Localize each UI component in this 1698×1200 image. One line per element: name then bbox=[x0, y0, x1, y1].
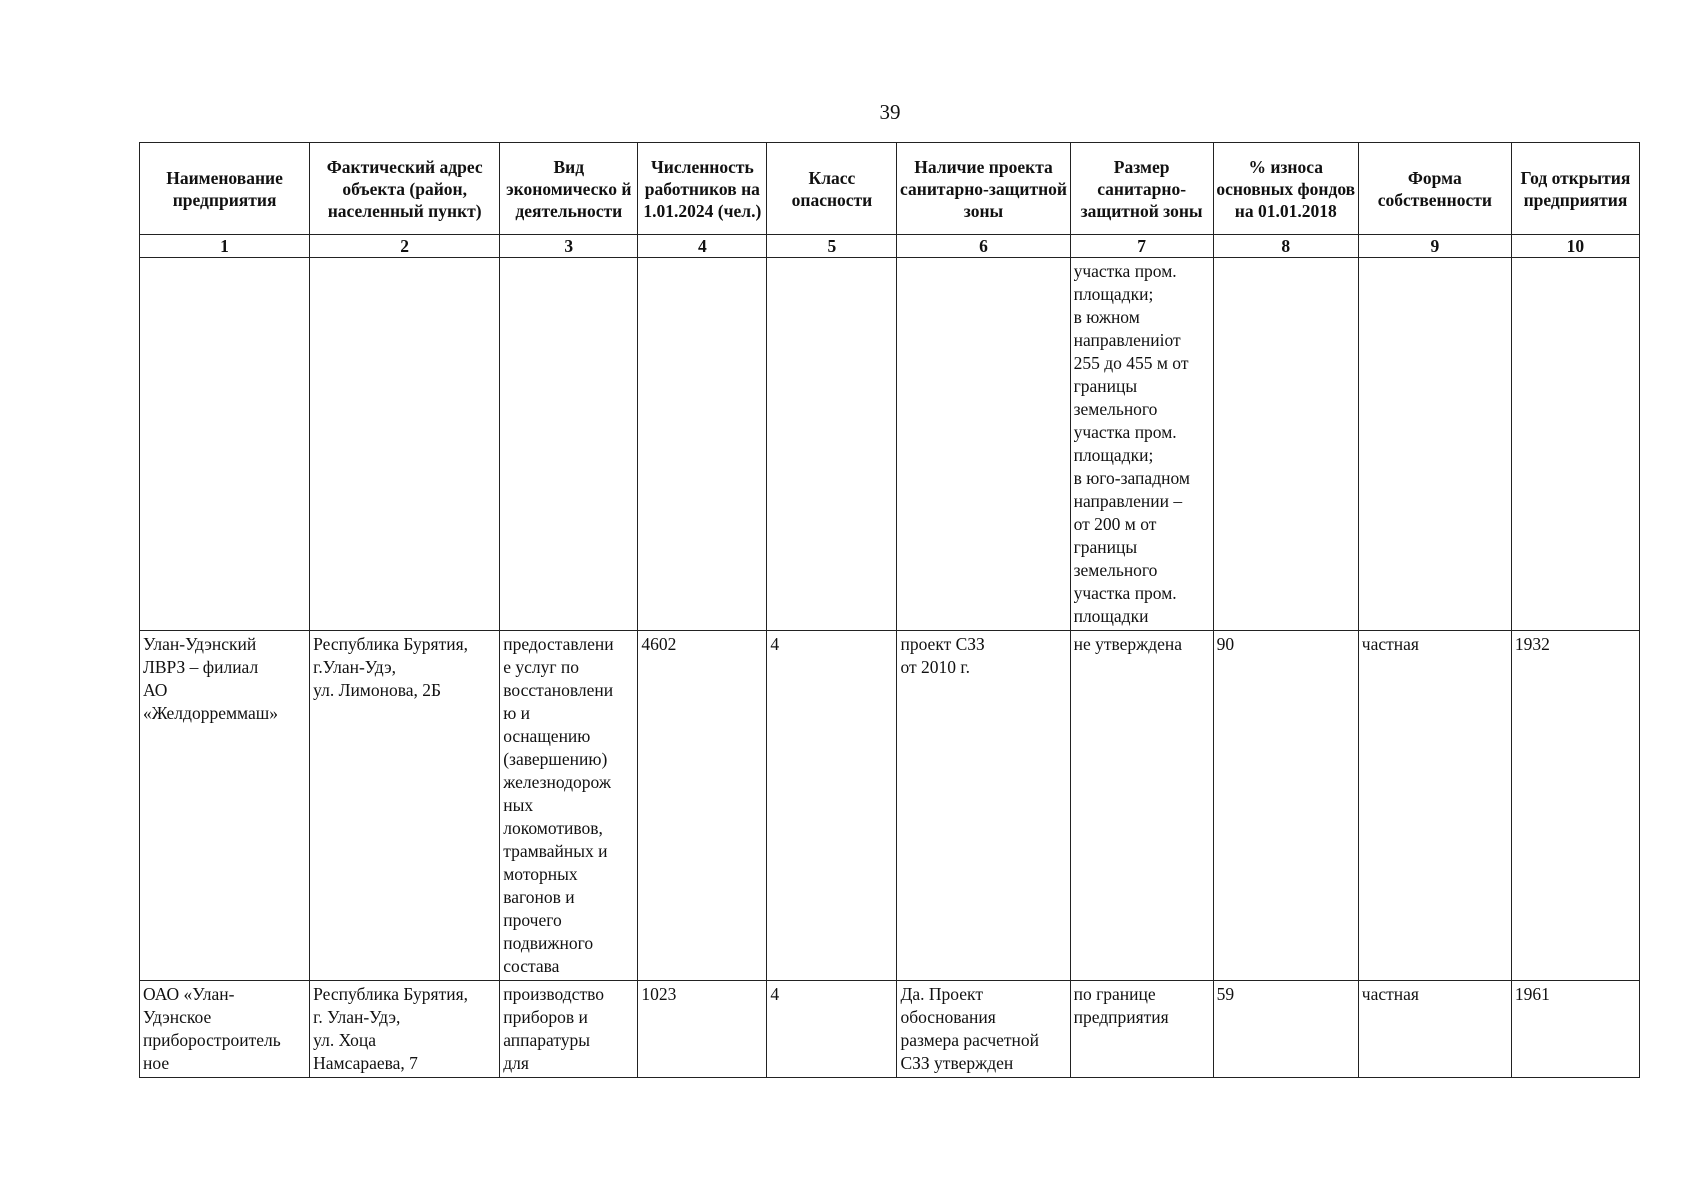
table-cell: не утверждена bbox=[1070, 631, 1213, 981]
table-cell bbox=[1213, 258, 1358, 631]
table-cell: 90 bbox=[1213, 631, 1358, 981]
column-number: 3 bbox=[500, 235, 638, 258]
table-cell bbox=[767, 258, 897, 631]
column-number: 7 bbox=[1070, 235, 1213, 258]
table-cell bbox=[897, 258, 1070, 631]
header-row bbox=[140, 143, 1640, 235]
table-cell: частная bbox=[1358, 981, 1511, 1078]
table-cell bbox=[1511, 258, 1639, 631]
table-cell bbox=[1358, 258, 1511, 631]
table-cell: 4602 bbox=[638, 631, 767, 981]
table-cell bbox=[638, 258, 767, 631]
column-number: 9 bbox=[1358, 235, 1511, 258]
column-number: 2 bbox=[310, 235, 500, 258]
table-cell: Да. Проект обоснования размера расчетной СЗЗ утвержден bbox=[897, 981, 1070, 1078]
column-header: Форма собственности bbox=[1358, 143, 1511, 235]
table-cell bbox=[140, 258, 310, 631]
table-cell: частная bbox=[1358, 631, 1511, 981]
column-number: 8 bbox=[1213, 235, 1358, 258]
table-cell bbox=[310, 258, 500, 631]
enterprise-register-table bbox=[139, 142, 1640, 1078]
column-header: Размер санитарно-защитной зоны bbox=[1070, 143, 1213, 235]
column-header: Численность работников на 1.01.2024 (чел.) bbox=[638, 143, 767, 235]
table-cell: Улан-Удэнский ЛВРЗ – филиал АО «Желдорреммаш» bbox=[140, 631, 310, 981]
column-number-row bbox=[140, 235, 1640, 258]
column-number: 4 bbox=[638, 235, 767, 258]
table-row bbox=[140, 258, 1640, 631]
column-header: Класс опасности bbox=[767, 143, 897, 235]
table-cell: участка пром. площадки; в южном направлениiот 255 до 455 м от границы земельного участка пром. площадки; в юго-западном направлении – от 200 м от границы земельного участка пром. площадки bbox=[1070, 258, 1213, 631]
table-cell bbox=[500, 258, 638, 631]
table-cell: 59 bbox=[1213, 981, 1358, 1078]
table-cell: 1932 bbox=[1511, 631, 1639, 981]
table-cell: 1961 bbox=[1511, 981, 1639, 1078]
table-cell: производство приборов и аппаратуры для bbox=[500, 981, 638, 1078]
column-header: Наличие проекта санитарно-защитной зоны bbox=[897, 143, 1070, 235]
table-row bbox=[140, 631, 1640, 981]
table-cell: по границе предприятия bbox=[1070, 981, 1213, 1078]
column-number: 5 bbox=[767, 235, 897, 258]
table-cell: Республика Бурятия, г. Улан-Удэ, ул. Хоца Намсараева, 7 bbox=[310, 981, 500, 1078]
table-cell: проект СЗЗ от 2010 г. bbox=[897, 631, 1070, 981]
table-cell: 1023 bbox=[638, 981, 767, 1078]
table-cell: Республика Бурятия, г.Улан-Удэ, ул. Лимонова, 2Б bbox=[310, 631, 500, 981]
column-header: % износа основных фондов на 01.01.2018 bbox=[1213, 143, 1358, 235]
column-number: 10 bbox=[1511, 235, 1639, 258]
column-header: Вид экономическо й деятельности bbox=[500, 143, 638, 235]
table-cell: 4 bbox=[767, 631, 897, 981]
table-cell: ОАО «Улан- Удэнское приборостроитель ное bbox=[140, 981, 310, 1078]
table-cell: 4 bbox=[767, 981, 897, 1078]
column-header: Фактический адрес объекта (район, населенный пункт) bbox=[310, 143, 500, 235]
column-number: 1 bbox=[140, 235, 310, 258]
table-cell: предоставлени е услуг по восстановлени ю и оснащению (завершению) железнодорож ных локомотивов, трамвайных и моторных вагонов и прочего подвижного состава bbox=[500, 631, 638, 981]
column-header: Наименование предприятия bbox=[140, 143, 310, 235]
page-number: 39 bbox=[879, 100, 901, 124]
table-row bbox=[140, 981, 1640, 1078]
column-number: 6 bbox=[897, 235, 1070, 258]
column-header: Год открытия предприятия bbox=[1511, 143, 1639, 235]
